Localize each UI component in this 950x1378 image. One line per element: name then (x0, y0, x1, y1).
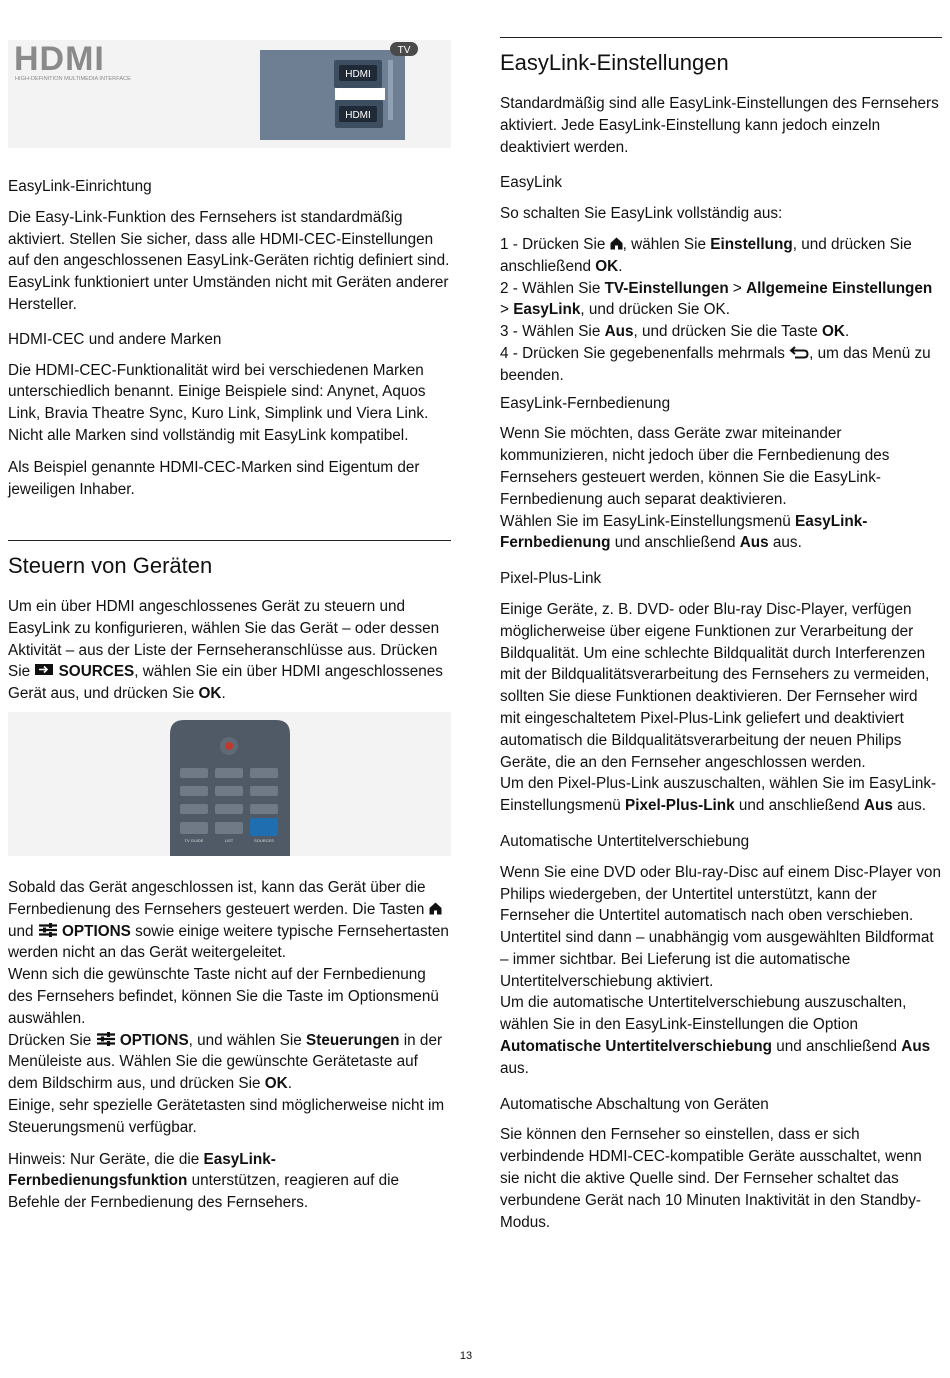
easylink-settings-intro: Standardmäßig sind alle EasyLink-Einstellungen des Fernsehers aktiviert. Jede EasyLink-Einstellung kann jedoch einzeln deaktiviert werden. (500, 95, 939, 156)
ok-label-3: OK (595, 257, 619, 275)
easylink-word: EasyLink (513, 301, 581, 319)
remote-text-2-b: und anschließend (614, 534, 736, 552)
note-text-a: Hinweis: Nur Geräte, die die (8, 1150, 200, 1168)
gt-sep-1: > (732, 279, 742, 297)
hdmi-logo-subtitle: HIGH-DEFINITION MULTIMEDIA INTERFACE (15, 76, 131, 82)
standby-heading: Automatische Abschaltung von Geräten (500, 1095, 769, 1113)
remote-label-list: LIST (224, 838, 234, 843)
gt-sep-2: > (500, 301, 509, 319)
hdmi-figure (8, 40, 451, 148)
aus-label-3: Aus (863, 797, 893, 815)
remote-figure (8, 712, 451, 856)
control-text-e: Einige, sehr spezielle Gerätetasten sind möglicherweise nicht im Steuerungsmenü verfügbar. (8, 1096, 445, 1136)
subtitle-text-2-a: Um die automatische Untertitelverschiebung auszuschalten, wählen Sie in den EasyLink-Einstellungen die Option (500, 994, 907, 1034)
control-text-a: Sobald das Gerät angeschlossen ist, kann das Gerät über die Fernbedienung des Fernsehers gesteuert werden. Die Tasten (8, 879, 426, 918)
hdmi-illustration (8, 40, 451, 148)
home-icon (429, 902, 442, 915)
aus-label-2: Aus (739, 534, 769, 552)
hdmi-cec-text: Die HDMI-CEC-Funktionalität wird bei verschiedenen Marken unterschiedlich benannt. Einige Beispiele sind: Anynet, Aquos Link, Bravia Theatre Sync, Kuro Link, Simplink und Viera Link. Nicht alle Marken sind vollständig mit EasyLink kompatibel. (8, 361, 429, 444)
options-label-2: OPTIONS (119, 1031, 189, 1049)
note-text (8, 1149, 451, 1214)
aus-label-4: Aus (901, 1038, 931, 1056)
allgemeine-label: Allgemeine Einstellungen (746, 279, 933, 297)
control-intro: Um ein über HDMI angeschlossenes Gerät zu steuern und EasyLink zu konfigurieren, wählen Sie das Gerät – oder dessen Aktivität – aus der Liste der Fernseheranschlüsse aus. Drücken Sie SOURCES, wählen Sie ein über HDMI angeschlossenes Gerät aus, und drücken Sie OK. (8, 598, 443, 703)
aus-label: Aus (604, 323, 634, 341)
step-4-b: , um das Menü zu beenden. (500, 344, 931, 384)
subtitle-text-2 (500, 992, 942, 1079)
note-text-b: unterstützen, reagieren auf die Befehle der Fernbedienung des Fernsehers. (8, 1172, 400, 1212)
einstellung-label: Einstellung (710, 235, 793, 253)
remote-label-tvguide: TV GUIDE (184, 838, 204, 843)
hdmi-port-label-2: HDMI (345, 110, 371, 121)
ok-label-2: OK (264, 1075, 288, 1093)
remote-text-2 (500, 511, 942, 555)
step-1: 1 - Drücken Sie , wählen Sie Einstellung, und drücken Sie anschließend OK. (500, 235, 912, 275)
step-2-b: , und drücken Sie OK. (580, 301, 731, 319)
hdmi-cec-heading: HDMI-CEC und andere Marken (8, 330, 222, 348)
page-number: 13 (459, 1350, 473, 1362)
easylink-setup-heading: EasyLink-Einrichtung (8, 178, 152, 195)
hdmi-logo-text: HDMI (14, 40, 105, 78)
pixel-bold: Pixel-Plus-Link (625, 797, 735, 815)
steuerungen-label: Steuerungen (306, 1031, 400, 1049)
control-intro-text-a: Um ein über HDMI angeschlossenes Gerät zu steuern und EasyLink zu konfigurieren, wählen Sie das Gerät – oder dessen Aktivität – aus der Liste der Fernseheranschlüsse aus. Drücken Sie (8, 598, 440, 681)
tv-connection-graphic (260, 42, 418, 140)
subtitle-text: Wenn Sie eine DVD oder Blu-ray-Disc auf einem Disc-Player von Philips wiedergeben, der Untertitel unterstützt, kann der Fernseher die Untertitel automatisch nach oben verschieben. Untertitel sind dann – unabhängig vom ausgewählten Bildformat – immer sichtbar. Bei Lieferung ist die automatische Untertitelverschiebung aktiviert. (500, 863, 941, 990)
pixel-text-2-c: aus. (897, 797, 926, 815)
remote-heading: EasyLink-Fernbedienung (500, 394, 671, 412)
section-divider-left (8, 540, 451, 541)
remote-control-illustration (8, 712, 451, 856)
step-3: 3 - Wählen Sie Aus, und drücken Sie die Taste OK. (500, 323, 850, 341)
pixel-text-2 (500, 773, 942, 817)
section-divider-right (500, 37, 942, 38)
control-text-d1: Drücken Sie (8, 1031, 92, 1049)
control-intro-text-b: , wählen Sie ein über HDMI angeschlossenes Gerät aus, und drücken Sie (8, 663, 443, 703)
easylink-heading: EasyLink (500, 174, 563, 192)
ok-label: OK (198, 685, 222, 703)
subtitle-text-2-b: und anschließend (776, 1038, 898, 1056)
note-bold: EasyLink-Fernbedienungsfunktion (8, 1150, 276, 1190)
remote-label-sources: SOURCES (254, 838, 274, 843)
hdmi-port-label-1: HDMI (345, 69, 371, 80)
remote-text-2-a: Wählen Sie im EasyLink-Einstellungsmenü (500, 512, 791, 530)
section-title-steuern: Steuern von Geräten (8, 553, 213, 578)
subtitle-text-2-c: aus. (500, 1059, 529, 1077)
sources-label: SOURCES (58, 663, 135, 681)
step-1-b: , wählen Sie (622, 235, 707, 253)
subtitle-heading: Automatische Untertitelverschiebung (500, 832, 750, 850)
control-text-c: Wenn sich die gewünschte Taste nicht auf der Fernbedienung des Fernsehers befindet, können Sie die Taste im Optionsmenü auswählen. (8, 966, 439, 1027)
sources-icon (34, 663, 54, 677)
tv-einstellungen-label: TV-Einstellungen (604, 279, 729, 297)
back-icon (789, 345, 809, 359)
remote-text-2-c: aus. (772, 534, 802, 552)
options-icon (38, 923, 58, 937)
step-2 (500, 278, 942, 322)
tv-badge: TV (397, 45, 411, 56)
home-icon-2 (610, 237, 623, 250)
remote-bold: EasyLink-Fernbedienung (500, 512, 868, 552)
control-text-d3: in der Menüleiste aus. Wählen Sie die gewünschte Gerätetaste auf dem Bildschirm aus, und drücken Sie (8, 1031, 443, 1093)
options-label: OPTIONS (62, 922, 131, 940)
step-4 (500, 343, 942, 387)
pixel-text-2-a: Um den Pixel-Plus-Link auszuschalten, wählen Sie im EasyLink-Einstellungsmenü (500, 775, 937, 815)
pixel-text: Einige Geräte, z. B. DVD- oder Blu-ray Disc-Player, verfügen möglicherweise über eigene Funktionen zur Verarbeitung der Bildqualität. Um eine schlechte Bildqualität durch Interferenzen mit der Bildqualitätsverarbeitung des Fernsehers zu vermeiden, sollten Sie diese Funktionen deaktivieren. Der Fernseher wird mit eingeschaltetem Pixel-Plus-Link geliefert und deaktiviert automatisch die Bildqualitätsverarbeitung der neuen Philips Geräte, die an den Fernseher angeschlossen werden. (500, 600, 930, 771)
step-1-a: 1 - Drücken Sie (500, 235, 606, 253)
control-text (8, 877, 451, 964)
control-text-und: und (8, 922, 34, 940)
standby-text: Sie können den Fernseher so einstellen, dass er sich verbindende HDMI-CEC-kompatible Geräte ausschaltet, wenn sie nicht die aktive Quelle sind. Der Fernseher schaltet das verbundene Gerät nach 10 Minuten Inaktivität in den Standby-Modus. (500, 1126, 922, 1231)
options-icon-2 (96, 1032, 116, 1046)
step-2-a: 2 - Wählen Sie (500, 279, 601, 297)
pixel-heading: Pixel-Plus-Link (500, 570, 602, 588)
control-text-d2: , und wählen Sie (188, 1031, 302, 1049)
hdmi-logo (14, 40, 131, 82)
step-1-c: , und drücken Sie anschließend (500, 235, 912, 275)
step-4-a: 4 - Drücken Sie gegebenenfalls mehrmals (500, 344, 785, 362)
remote-text: Wenn Sie möchten, dass Geräte zwar miteinander kommunizieren, nicht jedoch über die Fernbedienung des Fernsehers gesteuert werden, können Sie die EasyLink-Fernbedienung auch separat deaktivieren. (500, 425, 890, 508)
step-3-a: 3 - Wählen Sie (500, 323, 601, 341)
easylink-setup-text: Die Easy-Link-Funktion des Fernsehers ist standardmäßig aktiviert. Stellen Sie sicher, dass alle HDMI-CEC-Einstellungen auf den angeschlossenen EasyLink-Geräten richtig definiert sind. EasyLink funktioniert unter Umständen nicht mit Geräten anderer Hersteller. (8, 208, 450, 313)
control-text-d: Drücken Sie OPTIONS, und wählen Sie Steuerungen in der Menüleiste aus. Wählen Sie die gewünschte Gerätetaste auf dem Bildschirm aus, und drücken Sie OK. (8, 1031, 443, 1093)
pixel-text-2-b: und anschließend (738, 797, 860, 815)
subtitle-bold: Automatische Untertitelverschiebung (500, 1038, 772, 1056)
easylink-settings-title: EasyLink-Einstellungen (500, 50, 729, 75)
step-3-b: , und drücken Sie die Taste (633, 323, 818, 341)
control-text-b: sowie einige weitere typische Fernsehertasten werden nicht an das Gerät weitergeleitet. (8, 922, 449, 962)
ok-label-4: OK (821, 323, 845, 341)
easylink-intro: So schalten Sie EasyLink vollständig aus: (500, 205, 783, 223)
hdmi-cec-text-2: Als Beispiel genannte HDMI-CEC-Marken sind Eigentum der jeweiligen Inhaber. (8, 458, 420, 498)
